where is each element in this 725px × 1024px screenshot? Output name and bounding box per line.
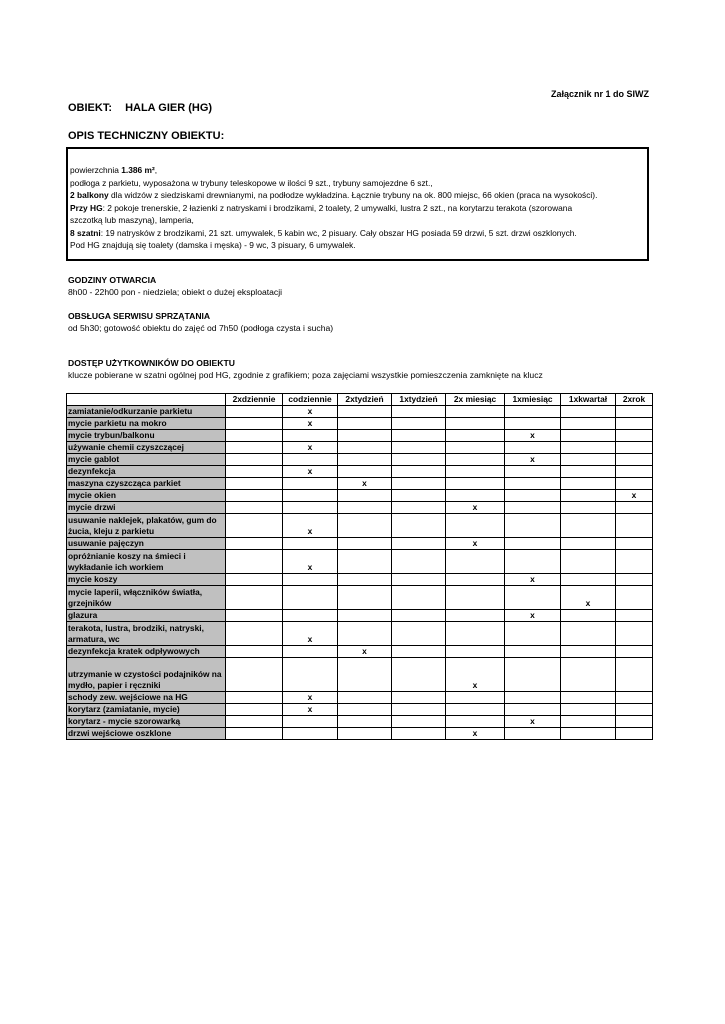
frequency-mark [392, 692, 446, 704]
frequency-mark [392, 586, 446, 610]
frequency-mark: x [505, 610, 561, 622]
frequency-mark [561, 692, 616, 704]
frequency-mark [561, 490, 616, 502]
frequency-mark [392, 622, 446, 646]
desc-line-7: Pod HG znajdują się toalety (damska i męska) - 9 wc, 3 pisuary, 6 umywalek. [70, 240, 356, 250]
frequency-mark [392, 406, 446, 418]
frequency-mark [505, 646, 561, 658]
frequency-mark [226, 502, 283, 514]
frequency-mark [338, 716, 392, 728]
frequency-mark [505, 418, 561, 430]
frequency-mark: x [446, 658, 505, 692]
frequency-mark [392, 442, 446, 454]
frequency-mark [338, 728, 392, 740]
frequency-mark [505, 550, 561, 574]
frequency-mark [338, 610, 392, 622]
desc-bold: 1.386 m² [121, 165, 155, 175]
task-label: mycie gablot [67, 454, 226, 466]
frequency-mark [226, 728, 283, 740]
frequency-mark [446, 716, 505, 728]
frequency-mark [446, 704, 505, 716]
frequency-mark: x [283, 514, 338, 538]
frequency-mark [226, 586, 283, 610]
table-body [67, 406, 653, 740]
task-label: opróżnianie koszy na śmieci i wykładanie ich workiem [67, 550, 226, 574]
frequency-mark [505, 586, 561, 610]
frequency-mark [283, 586, 338, 610]
frequency-mark: x [283, 442, 338, 454]
task-label: mycie laperii, włączników światła, grzejników [67, 586, 226, 610]
task-label: glazura [67, 610, 226, 622]
task-label: schody zew. wejściowe na HG [67, 692, 226, 704]
user-access-text: klucze pobierane w szatni ogólnej pod HG, zgodnie z grafikiem; poza zajęciami wszystkie pomieszczenia zamknięte na klucz [68, 370, 543, 380]
frequency-mark [226, 716, 283, 728]
frequency-mark [338, 574, 392, 586]
frequency-mark [338, 490, 392, 502]
desc-bold: Przy HG [70, 202, 103, 213]
frequency-mark [226, 538, 283, 550]
frequency-mark [561, 610, 616, 622]
table-row [67, 622, 653, 646]
frequency-mark [226, 442, 283, 454]
cleaning-service-heading: OBSŁUGA SERWISU SPRZĄTANIA [68, 311, 211, 321]
frequency-mark [338, 622, 392, 646]
frequency-mark [226, 550, 283, 574]
frequency-mark [561, 466, 616, 478]
desc-bold: 2 balkony [70, 190, 109, 200]
frequency-mark [338, 406, 392, 418]
frequency-mark: x [283, 550, 338, 574]
frequency-mark [561, 658, 616, 692]
frequency-mark [616, 538, 653, 550]
frequency-mark [616, 502, 653, 514]
desc-text: dla widzów z siedziskami drewnianymi, na podłodze wykładzina. Łącznie trybuny na ok. 800 miejsc, 66 okien (praca na wysokości). [108, 190, 598, 200]
task-label: mycie koszy [67, 574, 226, 586]
column-header: 2xtydzień [338, 394, 392, 406]
frequency-mark [392, 658, 446, 692]
table-row [67, 442, 653, 454]
frequency-mark [561, 646, 616, 658]
frequency-mark [505, 442, 561, 454]
desc-text: , [154, 165, 158, 175]
frequency-mark [561, 442, 616, 454]
frequency-mark [616, 574, 653, 586]
frequency-mark: x [505, 716, 561, 728]
table-row [67, 586, 653, 610]
frequency-mark [505, 406, 561, 418]
frequency-mark [561, 550, 616, 574]
frequency-mark [338, 454, 392, 466]
frequency-mark: x [283, 622, 338, 646]
frequency-mark [283, 454, 338, 466]
frequency-mark [283, 610, 338, 622]
frequency-mark [283, 574, 338, 586]
frequency-mark: x [283, 692, 338, 704]
frequency-mark [338, 430, 392, 442]
table-row [67, 406, 653, 418]
frequency-mark [505, 692, 561, 704]
table-row [67, 430, 653, 442]
frequency-mark [561, 502, 616, 514]
frequency-mark [392, 490, 446, 502]
description-box [66, 147, 649, 261]
frequency-mark: x [283, 406, 338, 418]
frequency-mark [226, 406, 283, 418]
user-access-section [68, 357, 543, 381]
frequency-mark: x [505, 574, 561, 586]
frequency-mark [392, 550, 446, 574]
frequency-mark [446, 442, 505, 454]
frequency-mark [561, 622, 616, 646]
task-label: mycie okien [67, 490, 226, 502]
table-row [67, 574, 653, 586]
frequency-mark [226, 658, 283, 692]
task-label: korytarz - mycie szorowarką [67, 716, 226, 728]
column-header: 1xmiesiąc [505, 394, 561, 406]
frequency-mark [338, 658, 392, 692]
frequency-mark: x [338, 478, 392, 490]
frequency-mark: x [561, 586, 616, 610]
frequency-mark [338, 704, 392, 716]
desc-line-5: szczotką lub maszyną), lamperia, [70, 215, 194, 225]
frequency-mark [505, 622, 561, 646]
frequency-mark [616, 454, 653, 466]
column-header: 2x miesiąc [446, 394, 505, 406]
frequency-mark [505, 538, 561, 550]
frequency-mark [561, 728, 616, 740]
frequency-mark [616, 466, 653, 478]
frequency-mark [446, 692, 505, 704]
frequency-mark [226, 514, 283, 538]
frequency-mark [338, 502, 392, 514]
task-label: usuwanie pajęczyn [67, 538, 226, 550]
opening-hours-heading: GODZINY OTWARCIA [68, 275, 157, 285]
frequency-mark [226, 646, 283, 658]
frequency-mark: x [505, 454, 561, 466]
column-header: 1xkwartał [561, 394, 616, 406]
frequency-mark [616, 514, 653, 538]
frequency-mark: x [505, 430, 561, 442]
frequency-mark [446, 574, 505, 586]
object-label: OBIEKT: [68, 102, 112, 114]
frequency-mark [616, 430, 653, 442]
table-row [67, 728, 653, 740]
frequency-mark [561, 478, 616, 490]
table-row [67, 454, 653, 466]
task-label: zamiatanie/odkurzanie parkietu [67, 406, 226, 418]
frequency-mark [283, 538, 338, 550]
table-row [67, 610, 653, 622]
table-header [67, 394, 653, 406]
column-header: 1xtydzień [392, 394, 446, 406]
frequency-mark [226, 430, 283, 442]
desc-line-1 [70, 164, 645, 177]
frequency-mark: x [616, 490, 653, 502]
table-row [67, 418, 653, 430]
frequency-mark [446, 514, 505, 538]
frequency-mark: x [446, 538, 505, 550]
frequency-mark [505, 514, 561, 538]
cleaning-service-section [68, 310, 333, 334]
task-label: maszyna czyszcząca parkiet [67, 478, 226, 490]
task-label: dezynfekcja [67, 466, 226, 478]
header-row [67, 394, 653, 406]
desc-text: : 2 pokoje trenerskie, 2 łazienki z natryskami i brodzikami, 2 toalety, 2 umywalki, lustra 2 szt., na korytarzu terakota (szorowana [102, 202, 573, 213]
frequency-mark: x [338, 646, 392, 658]
header-corner [67, 394, 226, 406]
frequency-mark [392, 454, 446, 466]
frequency-mark [283, 502, 338, 514]
frequency-mark [616, 704, 653, 716]
task-label: mycie parkietu na mokro [67, 418, 226, 430]
frequency-mark [338, 550, 392, 574]
frequency-mark [616, 442, 653, 454]
frequency-mark [392, 418, 446, 430]
task-label: mycie drzwi [67, 502, 226, 514]
frequency-mark [561, 418, 616, 430]
object-heading [68, 102, 212, 114]
frequency-mark [561, 454, 616, 466]
frequency-mark: x [283, 466, 338, 478]
description-title: OPIS TECHNICZNY OBIEKTU: [68, 130, 225, 142]
opening-hours-text: 8h00 - 22h00 pon - niedziela; obiekt o dużej eksploatacji [68, 287, 283, 297]
frequency-mark [505, 478, 561, 490]
frequency-mark [616, 646, 653, 658]
task-label: mycie trybun/balkonu [67, 430, 226, 442]
frequency-mark [283, 646, 338, 658]
frequency-mark [283, 430, 338, 442]
frequency-mark [505, 490, 561, 502]
frequency-mark [392, 646, 446, 658]
frequency-mark [446, 550, 505, 574]
task-label: terakota, lustra, brodziki, natryski, armatura, wc [67, 622, 226, 646]
frequency-mark [226, 454, 283, 466]
table-row [67, 514, 653, 538]
frequency-mark [616, 550, 653, 574]
frequency-mark [561, 538, 616, 550]
task-label: dezynfekcja kratek odpływowych [67, 646, 226, 658]
frequency-mark [392, 574, 446, 586]
frequency-mark [283, 728, 338, 740]
task-label: korytarz (zamiatanie, mycie) [67, 704, 226, 716]
frequency-mark [505, 728, 561, 740]
task-label: utrzymanie w czystości podajników na mydło, papier i ręczniki [67, 658, 226, 692]
opening-hours-section [68, 274, 282, 298]
frequency-mark [338, 442, 392, 454]
table-row [67, 658, 653, 692]
table-row [67, 704, 653, 716]
table-row [67, 502, 653, 514]
frequency-mark [392, 514, 446, 538]
frequency-mark [561, 514, 616, 538]
frequency-mark [283, 490, 338, 502]
frequency-mark: x [446, 728, 505, 740]
table-row [67, 692, 653, 704]
column-header: 2xrok [616, 394, 653, 406]
table-row [67, 478, 653, 490]
frequency-mark [392, 704, 446, 716]
frequency-mark [446, 490, 505, 502]
frequency-mark [226, 490, 283, 502]
frequency-mark [226, 610, 283, 622]
frequency-mark [392, 538, 446, 550]
cleaning-service-text: od 5h30; gotowość obiektu do zajęć od 7h50 (podłoga czysta i sucha) [68, 323, 334, 333]
frequency-mark [446, 622, 505, 646]
frequency-mark [338, 514, 392, 538]
frequency-mark [616, 658, 653, 692]
frequency-mark [392, 728, 446, 740]
frequency-mark [616, 478, 653, 490]
frequency-mark [561, 716, 616, 728]
desc-text: powierzchnia [70, 165, 122, 175]
frequency-mark [226, 692, 283, 704]
frequency-mark [616, 406, 653, 418]
frequency-mark [616, 622, 653, 646]
desc-bold: 8 szatni [70, 227, 101, 238]
column-header: 2xdziennie [226, 394, 283, 406]
frequency-mark [392, 502, 446, 514]
task-label: drzwi wejściowe oszklone [67, 728, 226, 740]
frequency-mark [392, 430, 446, 442]
frequency-mark [338, 466, 392, 478]
frequency-mark [505, 658, 561, 692]
frequency-mark [446, 430, 505, 442]
frequency-mark [446, 406, 505, 418]
column-header: codziennie [283, 394, 338, 406]
frequency-mark [392, 610, 446, 622]
frequency-mark [616, 728, 653, 740]
frequency-mark [338, 586, 392, 610]
frequency-mark [283, 716, 338, 728]
cleaning-schedule-table [66, 393, 653, 740]
table-row [67, 646, 653, 658]
frequency-mark: x [446, 502, 505, 514]
frequency-mark [446, 646, 505, 658]
frequency-mark [505, 466, 561, 478]
frequency-mark [226, 704, 283, 716]
frequency-mark [561, 430, 616, 442]
frequency-mark [446, 478, 505, 490]
frequency-mark [561, 406, 616, 418]
table-row [67, 550, 653, 574]
frequency-mark [338, 418, 392, 430]
frequency-mark [226, 418, 283, 430]
frequency-mark [616, 692, 653, 704]
task-label: używanie chemii czyszczącej [67, 442, 226, 454]
frequency-mark [392, 478, 446, 490]
frequency-mark [226, 478, 283, 490]
frequency-mark [392, 466, 446, 478]
frequency-mark [616, 610, 653, 622]
desc-line-6 [70, 227, 645, 240]
frequency-mark [505, 704, 561, 716]
desc-line-3 [70, 189, 645, 202]
frequency-mark [392, 716, 446, 728]
table-row [67, 716, 653, 728]
table-row [67, 538, 653, 550]
frequency-mark [226, 574, 283, 586]
desc-line-4 [70, 202, 645, 215]
user-access-heading: DOSTĘP UŻYTKOWNIKÓW DO OBIEKTU [68, 358, 235, 368]
frequency-mark [226, 622, 283, 646]
frequency-mark [616, 586, 653, 610]
frequency-mark [226, 466, 283, 478]
frequency-mark [446, 610, 505, 622]
frequency-mark: x [283, 418, 338, 430]
desc-line-2: podłoga z parkietu, wyposażona w trybuny teleskopowe w ilości 9 szt., trybuny samojezdne 6 szt., [70, 177, 433, 188]
task-label: usuwanie naklejek, plakatów, gum do żucia, kleju z parkietu [67, 514, 226, 538]
frequency-mark [561, 574, 616, 586]
table-row [67, 466, 653, 478]
annex-label: Załącznik nr 1 do SIWZ [550, 89, 649, 99]
frequency-mark [446, 418, 505, 430]
frequency-mark [446, 454, 505, 466]
frequency-mark [616, 418, 653, 430]
frequency-mark [283, 478, 338, 490]
frequency-mark [616, 716, 653, 728]
frequency-mark [338, 692, 392, 704]
frequency-mark: x [283, 704, 338, 716]
frequency-mark [446, 466, 505, 478]
desc-text: : 19 natrysków z brodzikami, 21 szt. umywalek, 5 kabin wc, 2 pisuary. Cały obszar HG posiada 59 drzwi, 5 szt. drzwi oszklonych. [100, 227, 577, 238]
table-row [67, 490, 653, 502]
frequency-mark [561, 704, 616, 716]
frequency-mark [505, 502, 561, 514]
frequency-mark [446, 586, 505, 610]
frequency-mark [338, 538, 392, 550]
object-value: HALA GIER (HG) [125, 102, 213, 114]
frequency-mark [283, 658, 338, 692]
